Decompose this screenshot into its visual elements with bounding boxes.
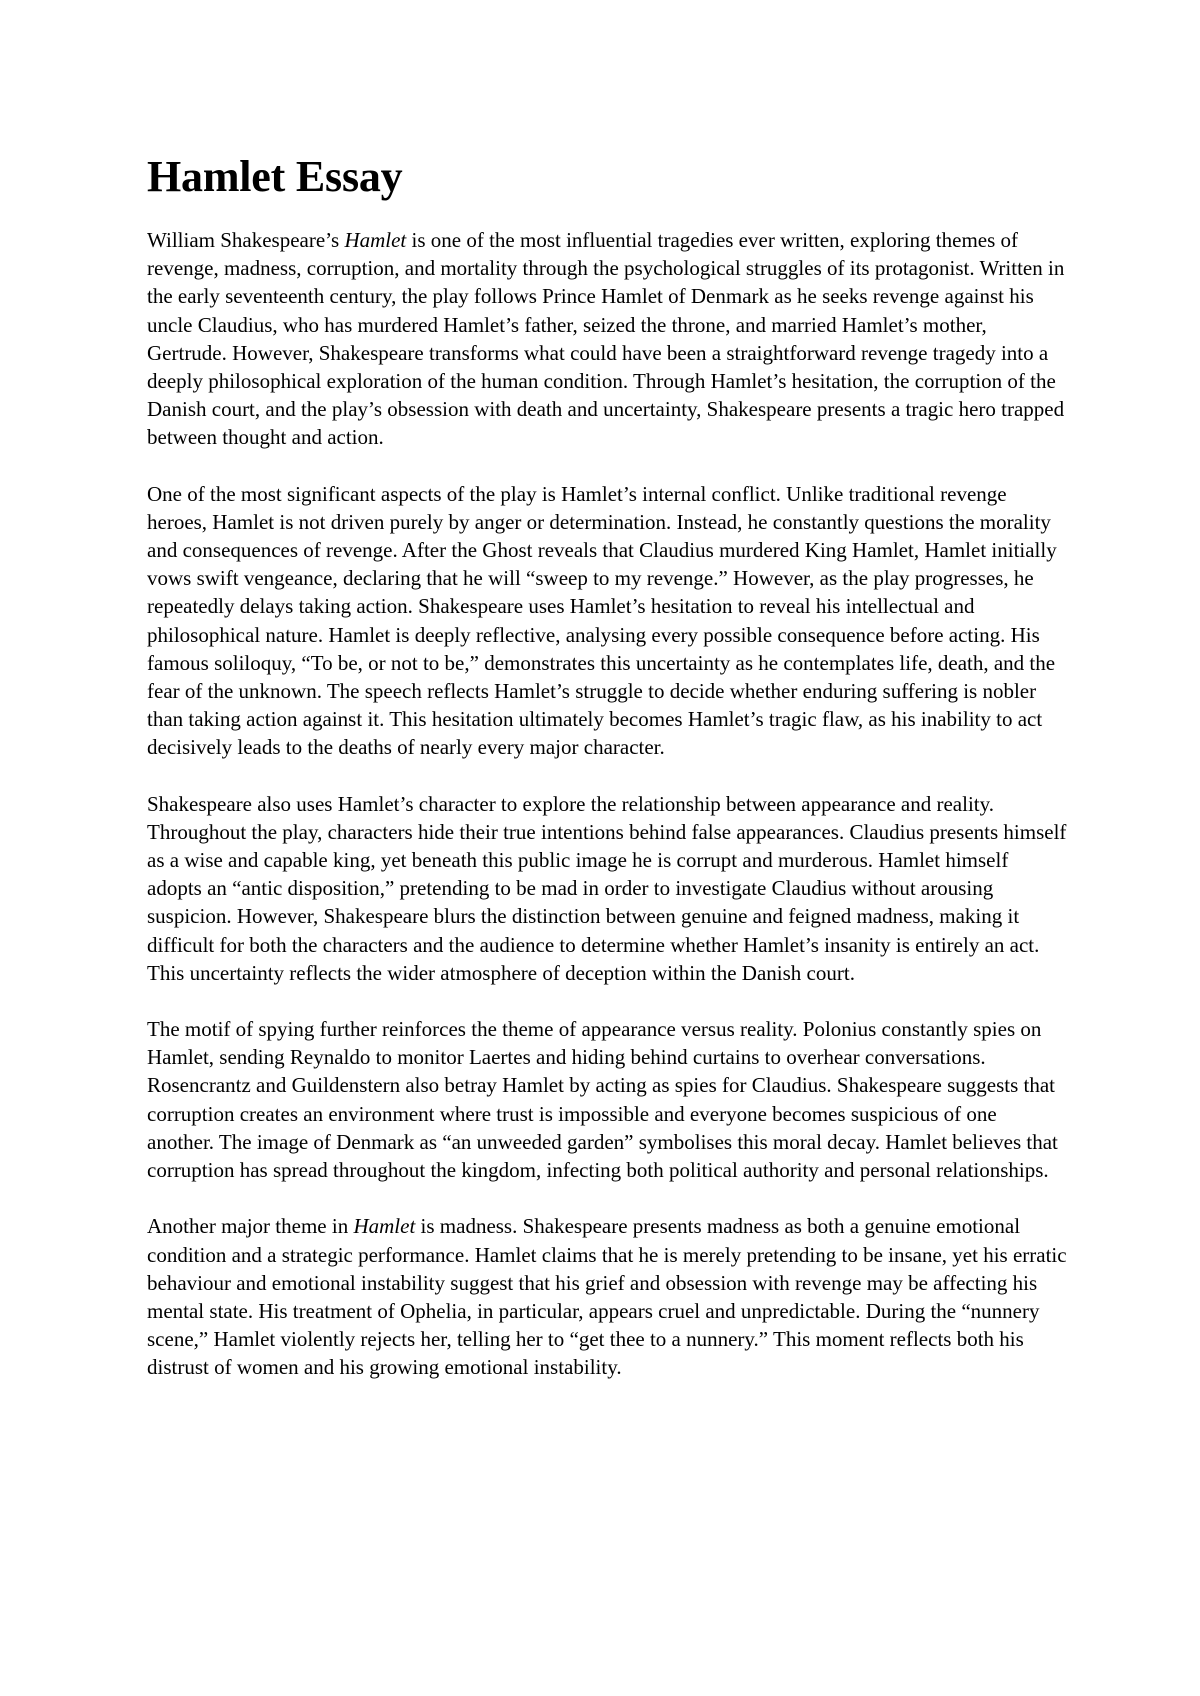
paragraph [147, 790, 1067, 987]
paragraph-text: William Shakespeare’s [147, 228, 345, 252]
paragraph-text: is one of the most influential tragedies ever written, exploring themes of revenge, madness, corruption, and mortality through the psychological struggles of its protagonist. Written in the early seventeenth century, the play follows Prince Hamlet of Denmark as he seeks revenge against his uncle Claudius, who has murdered Hamlet’s father, seized the throne, and married Hamlet’s mother, Gertrude. However, Shakespeare transforms what could have been a straightforward revenge tragedy into a deeply philosophical exploration of the human condition. Through Hamlet’s hesitation, the corruption of the Danish court, and the play’s obsession with death and uncertainty, Shakespeare presents a tragic hero trapped between thought and action. [147, 228, 1065, 450]
document-body [147, 150, 1067, 1410]
paragraph [147, 1015, 1067, 1184]
italic-title-text: Hamlet [344, 228, 407, 252]
paragraph-text: The motif of spying further reinforces the theme of appearance versus reality. Polonius constantly spies on Hamlet, sending Reynaldo to monitor Laertes and hiding behind curtains to overhear conversations. Rosencrantz and Guildenstern also betray Hamlet by acting as spies for Claudius. Shakespeare suggests that corruption creates an environment where trust is impossible and everyone becomes suspicious of one another. The image of Denmark as “an unweeded garden” symbolises this moral decay. Hamlet believes that corruption has spread throughout the kingdom, infecting both political authority and personal relationships. [147, 1017, 1058, 1183]
paragraph [147, 1212, 1067, 1381]
paragraph [147, 480, 1067, 762]
paragraph-text: Another major theme in [147, 1214, 354, 1239]
paragraph [147, 226, 1067, 452]
document-title: Hamlet Essay [147, 152, 403, 201]
paragraph-text: is madness. Shakespeare presents madness as both a genuine emotional condition and a strategic performance. Hamlet claims that he is merely pretending to be insane, yet his erratic behaviour and emotional instability suggest that his grief and obsession with revenge may be affecting his mental state. His treatment of Ophelia, in particular, appears cruel and unpredictable. During the “nunnery scene,” Hamlet violently rejects her, telling her to “get thee to a nunnery.” This moment reflects both his distrust of women and his growing emotional instability. [147, 1214, 1067, 1380]
paragraph-text: One of the most significant aspects of the play is Hamlet’s internal conflict. Unlike traditional revenge heroes, Hamlet is not driven purely by anger or determination. Instead, he constantly questions the morality and consequences of revenge. After the Ghost reveals that Claudius murdered King Hamlet, Hamlet initially vows swift vengeance, declaring that he will “sweep to my revenge.” However, as the play progresses, he repeatedly delays taking action. Shakespeare uses Hamlet’s hesitation to reveal his intellectual and philosophical nature. Hamlet is deeply reflective, analysing every possible consequence before acting. His famous soliloquy, “To be, or not to be,” demonstrates this uncertainty as he contemplates life, death, and the fear of the unknown. The speech reflects Hamlet’s struggle to decide whether enduring suffering is nobler than taking action against it. This hesitation ultimately becomes Hamlet’s tragic flaw, as his inability to act decisively leads to the deaths of nearly every major character. [147, 481, 1057, 760]
italic-title-text: Hamlet [353, 1214, 416, 1239]
paragraph-text: Shakespeare also uses Hamlet’s character to explore the relationship between appearance and reality. Throughout the play, characters hide their true intentions behind false appearances. Claudius presents himself as a wise and capable king, yet beneath this public image he is corrupt and murderous. Hamlet himself adopts an “antic disposition,” pretending to be mad in order to investigate Claudius without arousing suspicion. However, Shakespeare blurs the distinction between genuine and feigned madness, making it difficult for both the characters and the audience to determine whether Hamlet’s insanity is entirely an act. This uncertainty reflects the wider atmosphere of deception within the Danish court. [147, 791, 1067, 985]
paragraph-list [147, 226, 1067, 1382]
